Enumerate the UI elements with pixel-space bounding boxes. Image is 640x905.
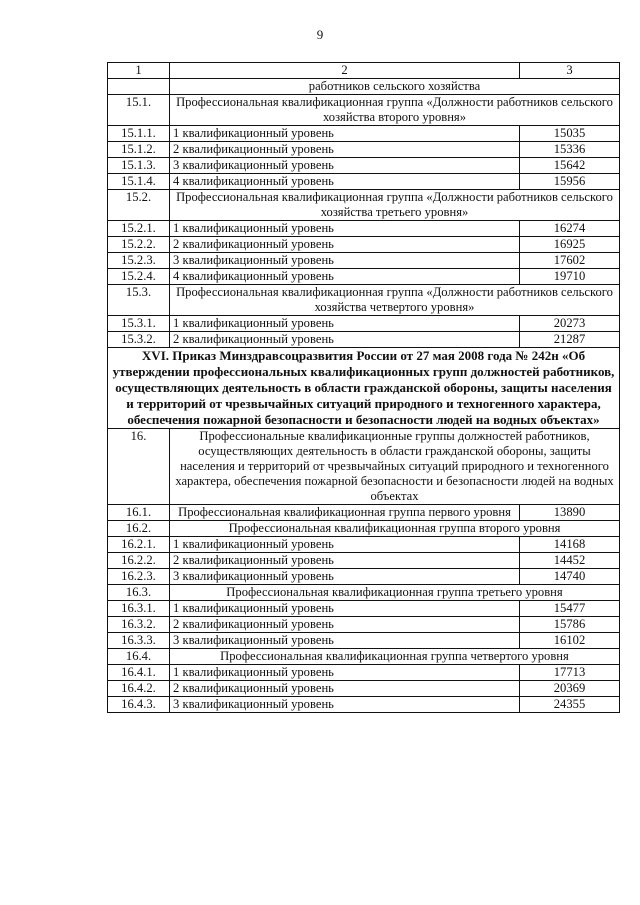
row-number: 16.4. — [108, 649, 170, 665]
row-value: 24355 — [520, 697, 620, 713]
row-number: 15.2. — [108, 190, 170, 221]
level-row — [108, 126, 620, 142]
row-number: 16.3.2. — [108, 617, 170, 633]
row-number: 15.1.3. — [108, 158, 170, 174]
row-title: работников сельского хозяйства — [170, 79, 620, 95]
row-number: 16.4.3. — [108, 697, 170, 713]
row-number: 16.3.3. — [108, 633, 170, 649]
salary-table — [107, 62, 620, 713]
row-title: 3 квалификационный уровень — [170, 633, 520, 649]
row-number: 16.2.2. — [108, 553, 170, 569]
level-row — [108, 221, 620, 237]
level-row — [108, 158, 620, 174]
row-value: 17713 — [520, 665, 620, 681]
continuation-row — [108, 79, 620, 95]
row-number — [108, 79, 170, 95]
row-title: 1 квалификационный уровень — [170, 316, 520, 332]
level-row — [108, 601, 620, 617]
section-heading-row — [108, 348, 620, 429]
row-title: Профессиональная квалификационная группа «Должности работников сельского хозяйства второго уровня» — [170, 95, 620, 126]
level-row — [108, 697, 620, 713]
row-value: 17602 — [520, 253, 620, 269]
row-number: 15.1. — [108, 95, 170, 126]
row-number: 16.3. — [108, 585, 170, 601]
row-number: 16.4.1. — [108, 665, 170, 681]
row-title: Профессиональная квалификационная группа «Должности работников сельского хозяйства третьего уровня» — [170, 190, 620, 221]
group-row — [108, 521, 620, 537]
level-row — [108, 617, 620, 633]
row-value: 16274 — [520, 221, 620, 237]
row-title: 2 квалификационный уровень — [170, 617, 520, 633]
row-value: 15477 — [520, 601, 620, 617]
level-row — [108, 332, 620, 348]
level-row — [108, 633, 620, 649]
level-row — [108, 142, 620, 158]
row-title: Профессиональная квалификационная группа «Должности работников сельского хозяйства четвертого уровня» — [170, 285, 620, 316]
row-value: 20369 — [520, 681, 620, 697]
row-title: 2 квалификационный уровень — [170, 142, 520, 158]
row-number: 16.2.3. — [108, 569, 170, 585]
row-value: 21287 — [520, 332, 620, 348]
row-title: Профессиональная квалификационная группа второго уровня — [170, 521, 620, 537]
row-value: 15786 — [520, 617, 620, 633]
row-number: 16.4.2. — [108, 681, 170, 697]
header-col-1: 1 — [108, 63, 170, 79]
level-row — [108, 553, 620, 569]
row-value: 15956 — [520, 174, 620, 190]
row-title: 4 квалификационный уровень — [170, 269, 520, 285]
row-number: 16.2. — [108, 521, 170, 537]
section-heading: XVI. Приказ Минздравсоцразвития России от 27 мая 2008 года № 242н «Об утверждении профессиональных квалификационных групп должностей работников, осуществляющих деятельность в области гражданской обороны, защиты населения и территорий от чрезвычайных ситуаций природного и техногенного характера, обеспечения пожарной безопасности и безопасности людей на водных объектах» — [108, 348, 620, 429]
row-title: Профессиональная квалификационная группа четвертого уровня — [170, 649, 620, 665]
group-row — [108, 429, 620, 505]
header-col-2: 2 — [170, 63, 520, 79]
row-value: 15336 — [520, 142, 620, 158]
row-title: 3 квалификационный уровень — [170, 569, 520, 585]
level-row — [108, 269, 620, 285]
row-number: 15.3. — [108, 285, 170, 316]
row-value: 14740 — [520, 569, 620, 585]
row-title: 1 квалификационный уровень — [170, 537, 520, 553]
row-title: Профессиональная квалификационная группа первого уровня — [170, 505, 520, 521]
row-title: 3 квалификационный уровень — [170, 697, 520, 713]
group-row — [108, 285, 620, 316]
row-value: 15642 — [520, 158, 620, 174]
row-title: 1 квалификационный уровень — [170, 665, 520, 681]
row-number: 15.2.1. — [108, 221, 170, 237]
row-number: 16. — [108, 429, 170, 505]
row-value: 16102 — [520, 633, 620, 649]
level-row — [108, 537, 620, 553]
page-number: 9 — [316, 27, 324, 42]
row-value: 14168 — [520, 537, 620, 553]
row-title: 2 квалификационный уровень — [170, 237, 520, 253]
row-title: 1 квалификационный уровень — [170, 221, 520, 237]
row-number: 15.1.2. — [108, 142, 170, 158]
level-row — [108, 253, 620, 269]
row-title: 2 квалификационный уровень — [170, 681, 520, 697]
level-row — [108, 569, 620, 585]
row-number: 15.1.4. — [108, 174, 170, 190]
group-row — [108, 505, 620, 521]
group-row — [108, 649, 620, 665]
row-title: Профессиональные квалификационные группы должностей работников, осуществляющих деятельность в области гражданской обороны, защиты населения и территорий от чрезвычайных ситуаций природного и техногенного характера, обеспечения пожарной безопасности и безопасности людей на водных объектах — [170, 429, 620, 505]
row-value: 16925 — [520, 237, 620, 253]
row-value: 20273 — [520, 316, 620, 332]
row-number: 15.3.1. — [108, 316, 170, 332]
group-row — [108, 95, 620, 126]
row-title: 3 квалификационный уровень — [170, 158, 520, 174]
row-title: 1 квалификационный уровень — [170, 601, 520, 617]
row-number: 15.1.1. — [108, 126, 170, 142]
row-number: 15.3.2. — [108, 332, 170, 348]
level-row — [108, 316, 620, 332]
level-row — [108, 665, 620, 681]
row-number: 15.2.3. — [108, 253, 170, 269]
row-value: 15035 — [520, 126, 620, 142]
row-number: 15.2.4. — [108, 269, 170, 285]
row-number: 16.2.1. — [108, 537, 170, 553]
row-value: 14452 — [520, 553, 620, 569]
group-row — [108, 585, 620, 601]
row-title: 4 квалификационный уровень — [170, 174, 520, 190]
header-col-3: 3 — [520, 63, 620, 79]
row-title: 2 квалификационный уровень — [170, 553, 520, 569]
table-header-row — [108, 63, 620, 79]
row-title: 1 квалификационный уровень — [170, 126, 520, 142]
row-title: 3 квалификационный уровень — [170, 253, 520, 269]
level-row — [108, 681, 620, 697]
level-row — [108, 237, 620, 253]
row-number: 16.1. — [108, 505, 170, 521]
row-title: Профессиональная квалификационная группа третьего уровня — [170, 585, 620, 601]
row-number: 15.2.2. — [108, 237, 170, 253]
row-value: 13890 — [520, 505, 620, 521]
row-title: 2 квалификационный уровень — [170, 332, 520, 348]
row-number: 16.3.1. — [108, 601, 170, 617]
group-row — [108, 190, 620, 221]
row-value: 19710 — [520, 269, 620, 285]
level-row — [108, 174, 620, 190]
